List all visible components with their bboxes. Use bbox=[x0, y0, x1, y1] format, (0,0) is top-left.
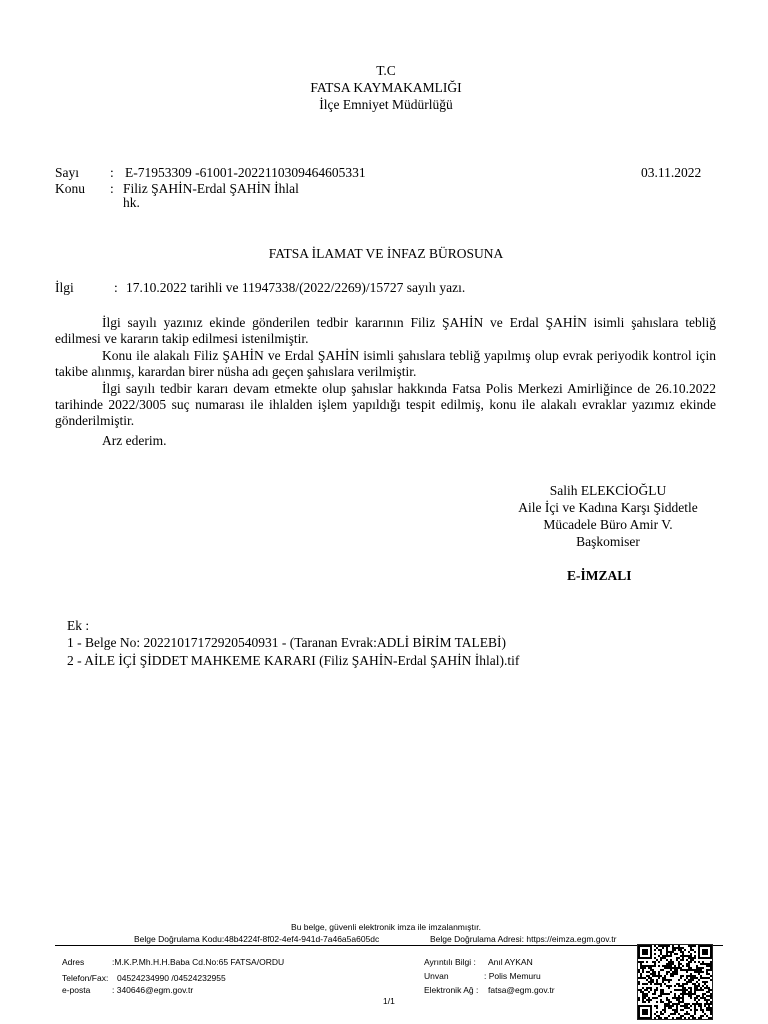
konu-value-line1: Filiz ŞAHİN-Erdal ŞAHİN İhlal bbox=[123, 181, 299, 196]
konu-value-line2: hk. bbox=[123, 195, 140, 210]
body-paragraph-3: İlgi sayılı tedbir kararı devam etmekte olup şahıslar hakkında Fatsa Polis Merkezi Amirliğince de 26.10.2022 tarihinde 2022/3005 suç numarası ile ihlalden işlem yapıldığı tespit edilmiş, konu ile alakalı evraklar yazımız ekinde gönderilmiştir. bbox=[55, 381, 716, 428]
e-signature-notice: Bu belge, güvenli elektronik imza ile imzalanmıştır. bbox=[291, 922, 481, 932]
body-paragraph-1: İlgi sayılı yazınız ekinde gönderilen tedbir kararının Filiz ŞAHİN ve Erdal ŞAHİN isimli şahıslara tebliğ edilmesi ve kararın takip edilmesi istenilmiştir. bbox=[55, 315, 716, 346]
signer-rank: Başkomiser bbox=[576, 534, 640, 549]
qr-code-icon bbox=[637, 944, 713, 1020]
ilgi-label: İlgi bbox=[55, 280, 74, 295]
recipient: FATSA İLAMAT VE İNFAZ BÜROSUNA bbox=[268, 246, 504, 261]
email-label: e-posta bbox=[62, 985, 91, 995]
address-label: Adres bbox=[62, 957, 85, 967]
sayi-label: Sayı bbox=[55, 165, 80, 180]
contact-label: Ayrıntılı Bilgi : bbox=[424, 957, 476, 967]
ilgi-colon: : bbox=[114, 280, 118, 295]
phone-label: Telefon/Fax: bbox=[62, 973, 109, 983]
closing-phrase: Arz ederim. bbox=[102, 433, 167, 448]
network-label: Elektronik Ağ : bbox=[424, 985, 479, 995]
title-value: : Polis Memuru bbox=[484, 971, 541, 981]
signer-title-2: Mücadele Büro Amir V. bbox=[543, 517, 673, 532]
header-tc: T.C bbox=[376, 63, 396, 78]
verification-code: Belge Doğrulama Kodu:48b4224f-8f02-4ef4-941d-7a46a5a605dc bbox=[134, 934, 380, 944]
title-label: Unvan bbox=[424, 971, 449, 981]
ilgi-value: 17.10.2022 tarihli ve 11947338/(2022/2269)/15727 sayılı yazı. bbox=[126, 280, 466, 295]
attachment-item: 2 - AİLE İÇİ ŞİDDET MAHKEME KARARI (Filiz ŞAHİN-Erdal ŞAHİN İhlal).tif bbox=[67, 653, 520, 668]
attachments-label: Ek : bbox=[67, 618, 90, 633]
address-value: :M.K.P.Mh.H.H.Baba Cd.No:65 FATSA/ORDU bbox=[112, 957, 285, 967]
document-date: 03.11.2022 bbox=[641, 165, 702, 180]
attachment-item: 1 - Belge No: 20221017172920540931 - (Taranan Evrak:ADLİ BİRİM TALEBİ) bbox=[67, 635, 507, 650]
konu-colon: : bbox=[110, 181, 114, 196]
verification-address: Belge Doğrulama Adresi: https://eimza.egm.gov.tr bbox=[430, 934, 617, 944]
body-paragraph-2: Konu ile alakalı Filiz ŞAHİN ve Erdal ŞAHİN isimli şahıslara tebliğ yapılmış olup evrak periyodik kontrol için takibe alınmış, karardan birer nüsha adı geçen şahıslara verilmiştir. bbox=[55, 348, 716, 379]
konu-label: Konu bbox=[55, 181, 85, 196]
email-value: : 340646@egm.gov.tr bbox=[112, 985, 194, 995]
network-value: fatsa@egm.gov.tr bbox=[488, 985, 555, 995]
signer-name: Salih ELEKCİOĞLU bbox=[549, 483, 667, 498]
header-department: İlçe Emniyet Müdürlüğü bbox=[319, 97, 453, 112]
sayi-value: E-71953309 -61001-2022110309464605331 bbox=[125, 165, 366, 180]
sayi-colon: : bbox=[110, 165, 114, 180]
phone-value: 04524234990 /04524232955 bbox=[117, 973, 226, 983]
e-signed-mark: E-İMZALI bbox=[567, 568, 632, 583]
page-number: 1/1 bbox=[383, 996, 395, 1006]
contact-value: Anıl AYKAN bbox=[488, 957, 533, 967]
footer-divider bbox=[55, 945, 723, 946]
signer-title-1: Aile İçi ve Kadına Karşı Şiddetle bbox=[518, 500, 698, 515]
header-institution: FATSA KAYMAKAMLIĞI bbox=[310, 80, 462, 95]
